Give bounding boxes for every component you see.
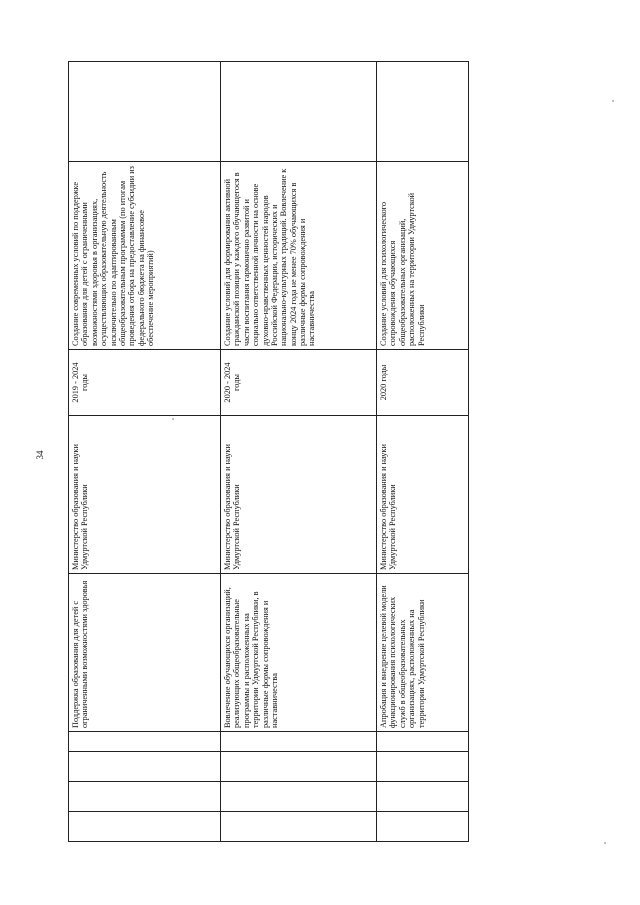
term-cell: 2020 - 2024 годы — [221, 350, 377, 416]
scan-speck — [172, 418, 174, 420]
page-number: 34 — [35, 450, 45, 460]
empty-cell — [69, 812, 221, 842]
empty-cell — [377, 732, 469, 752]
table-row — [221, 62, 377, 842]
table-row — [69, 62, 221, 842]
table-row — [377, 62, 469, 842]
event-cell: Вовлечение обучающихся организаций, реализующих общеобразовательные программы и расположенных на территории Удмуртской Республики, в различные формы сопровождения и наставничества — [221, 574, 377, 732]
empty-cell — [221, 62, 377, 162]
empty-cell — [221, 752, 377, 782]
event-cell: Поддержка образования для детей с ограниченными возможностями здоровья — [69, 574, 221, 732]
empty-cell — [221, 732, 377, 752]
empty-cell — [377, 752, 469, 782]
empty-cell — [69, 62, 221, 162]
result-cell: Создание современных условий по поддержке образования для детей с ограниченными возможностями здоровья в организациях, осуществляющих образовательную деятельность исключительно по адаптированным общеобразовательным программам (по итогам проведения отбора на предоставление субсидии из федерального бюджета на финансовое обеспечение мероприятий) — [69, 162, 221, 350]
empty-cell — [221, 812, 377, 842]
empty-cell — [377, 812, 469, 842]
empty-cell — [69, 752, 221, 782]
result-cell: Создание условий для формирования активной гражданской позиции у каждого обучающегося в части воспитания гармонично развитой и социально ответственной личности на основе духовно-нравственных ценностей народов Российской Федерации, исторических и национально-культурных традиций. Вовлечение к концу 2024 года не менее 70% обучающихся в различные формы сопровождения и наставничества — [221, 162, 377, 350]
scan-speck — [612, 100, 614, 102]
empty-cell — [69, 782, 221, 812]
scan-speck — [604, 842, 606, 844]
measures-table — [68, 61, 469, 842]
measures-table-rotated — [68, 62, 468, 842]
result-cell: Создание условий для психологического сопровождения обучающихся общеобразовательных организаций, расположенных на территории Удмуртской Республики — [377, 162, 469, 350]
empty-cell — [377, 782, 469, 812]
empty-cell — [69, 732, 221, 752]
event-cell: Апробация и внедрение целевой модели функционирования психологических служб в общеобразовательных организациях, расположенных на территории Удмуртской Республики — [377, 574, 469, 732]
executor-cell: Министерство образования и науки Удмуртской Республики — [221, 416, 377, 574]
executor-cell: Министерство образования и науки Удмуртской Республики — [377, 416, 469, 574]
term-cell: 2019 - 2024 годы — [69, 350, 221, 416]
term-cell: 2020 годы — [377, 350, 469, 416]
empty-cell — [221, 782, 377, 812]
executor-cell: Министерство образования и науки Удмуртской Республики — [69, 416, 221, 574]
empty-cell — [377, 62, 469, 162]
